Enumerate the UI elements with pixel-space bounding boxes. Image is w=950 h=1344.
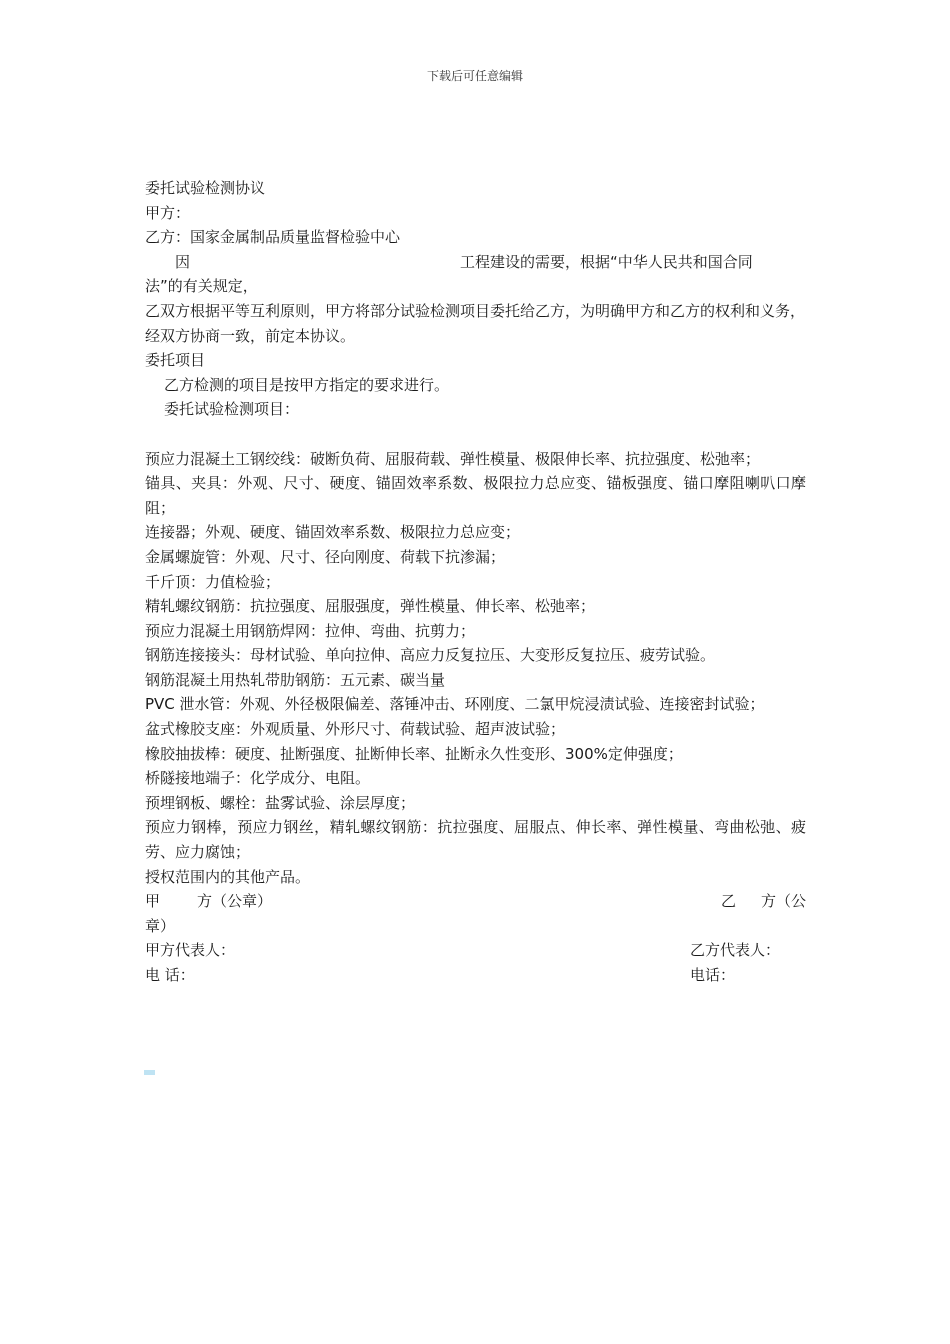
intro-line-2: 法”的有关规定， — [145, 277, 258, 296]
party-b-line: 乙方：国家金属制品质量监督检验中心 — [145, 228, 401, 247]
phone-row — [145, 963, 806, 988]
list-item: 钢筋混凝土用热轧带肋钢筋：五元素、碳当量 — [145, 670, 446, 689]
section-line-2: 委托试验检测项目： — [164, 400, 300, 419]
list-item: 精轧螺纹钢筋：抗拉强度、屈服强度，弹性模量、伸长率、松弛率； — [145, 597, 596, 616]
list-item: 盆式橡胶支座：外观质量、外形尺寸、荷载试验、超声波试验； — [145, 720, 566, 739]
blank-spacer — [145, 422, 806, 447]
list-item: 锚具、夹具：外观、尺寸、硬度、锚固效率系数、极限拉力总应变、锚板强度、锚口摩阻喇叭口摩阻； — [145, 474, 806, 517]
list-item: 千斤顶：力值检验； — [145, 572, 281, 591]
seal-wrap-line: 章） — [145, 916, 176, 935]
party-a-seal-text: 方（公章） — [197, 892, 273, 911]
text-cursor-marker — [144, 1070, 155, 1075]
party-b-phone: 电话： — [690, 966, 736, 984]
intro-line-4: 经双方协商一致，前定本协议。 — [145, 326, 356, 345]
document-body — [145, 176, 806, 988]
list-item: 连接器；外观、硬度、锚固效率系数、极限拉力总应变； — [145, 523, 521, 542]
representative-row — [145, 938, 806, 963]
party-a-representative: 甲方代表人： — [145, 941, 236, 960]
seal-row — [145, 889, 806, 914]
list-item: 钢筋连接接头：母材试验、单向拉伸、高应力反复拉压、大变形反复拉压、疲劳试验。 — [145, 646, 716, 665]
list-item: 预埋钢板、螺栓：盐雾试验、涂层厚度； — [145, 793, 416, 812]
intro-line-3: 乙双方根据平等互利原则，甲方将部分试验检测项目委托给乙方，为明确甲方和乙方的权利和义务， — [145, 301, 806, 320]
party-a-seal — [145, 889, 272, 914]
list-item: 预应力混凝土用钢筋焊网：拉伸、弯曲、抗剪力； — [145, 621, 476, 640]
page-header-note: 下载后可任意编辑 — [426, 69, 523, 83]
party-a-phone: 电 话： — [145, 966, 195, 984]
test-item-list — [145, 447, 806, 890]
list-item: 预应力钢棒，预应力钢丝，精轧螺纹钢筋：抗拉强度、屈服点、伸长率、弹性模量、弯曲松弛、疲劳、应力腐蚀； — [145, 818, 806, 862]
document-title: 委托试验检测协议 — [145, 179, 266, 197]
party-b-seal — [721, 889, 806, 914]
section-title: 委托项目 — [145, 351, 206, 370]
party-b-seal-text: 方（公 — [760, 892, 806, 911]
list-item: PVC 泄水管：外观、外径极限偏差、落锤冲击、环刚度、二氯甲烷浸渍试验、连接密封试验； — [145, 695, 765, 714]
list-item: 预应力混凝土工钢绞线：破断负荷、屈服荷载、弹性模量、极限伸长率、抗拉强度、松弛率； — [145, 449, 761, 468]
intro-prefix: 因 — [175, 252, 191, 271]
party-a-seal-char: 甲 — [145, 892, 161, 911]
list-item: 橡胶抽拔棒：硬度、扯断强度、扯断伸长率、扯断永久性变形、300%定伸强度； — [145, 744, 683, 763]
intro-line-1 — [145, 250, 806, 275]
party-b-seal-char: 乙 — [720, 892, 736, 911]
section-line-1: 乙方检测的项目是按甲方指定的要求进行。 — [164, 375, 450, 394]
party-a-line: 甲方： — [145, 203, 191, 222]
intro-suffix: 工程建设的需要，根据“中华人民共和国合同 — [460, 252, 753, 271]
party-b-representative: 乙方代表人： — [690, 941, 781, 960]
list-item: 金属螺旋管：外观、尺寸、径向刚度、荷载下抗渗漏； — [145, 547, 506, 566]
list-item: 授权范围内的其他产品。 — [145, 867, 311, 886]
list-item: 桥隧接地端子：化学成分、电阻。 — [145, 769, 371, 788]
